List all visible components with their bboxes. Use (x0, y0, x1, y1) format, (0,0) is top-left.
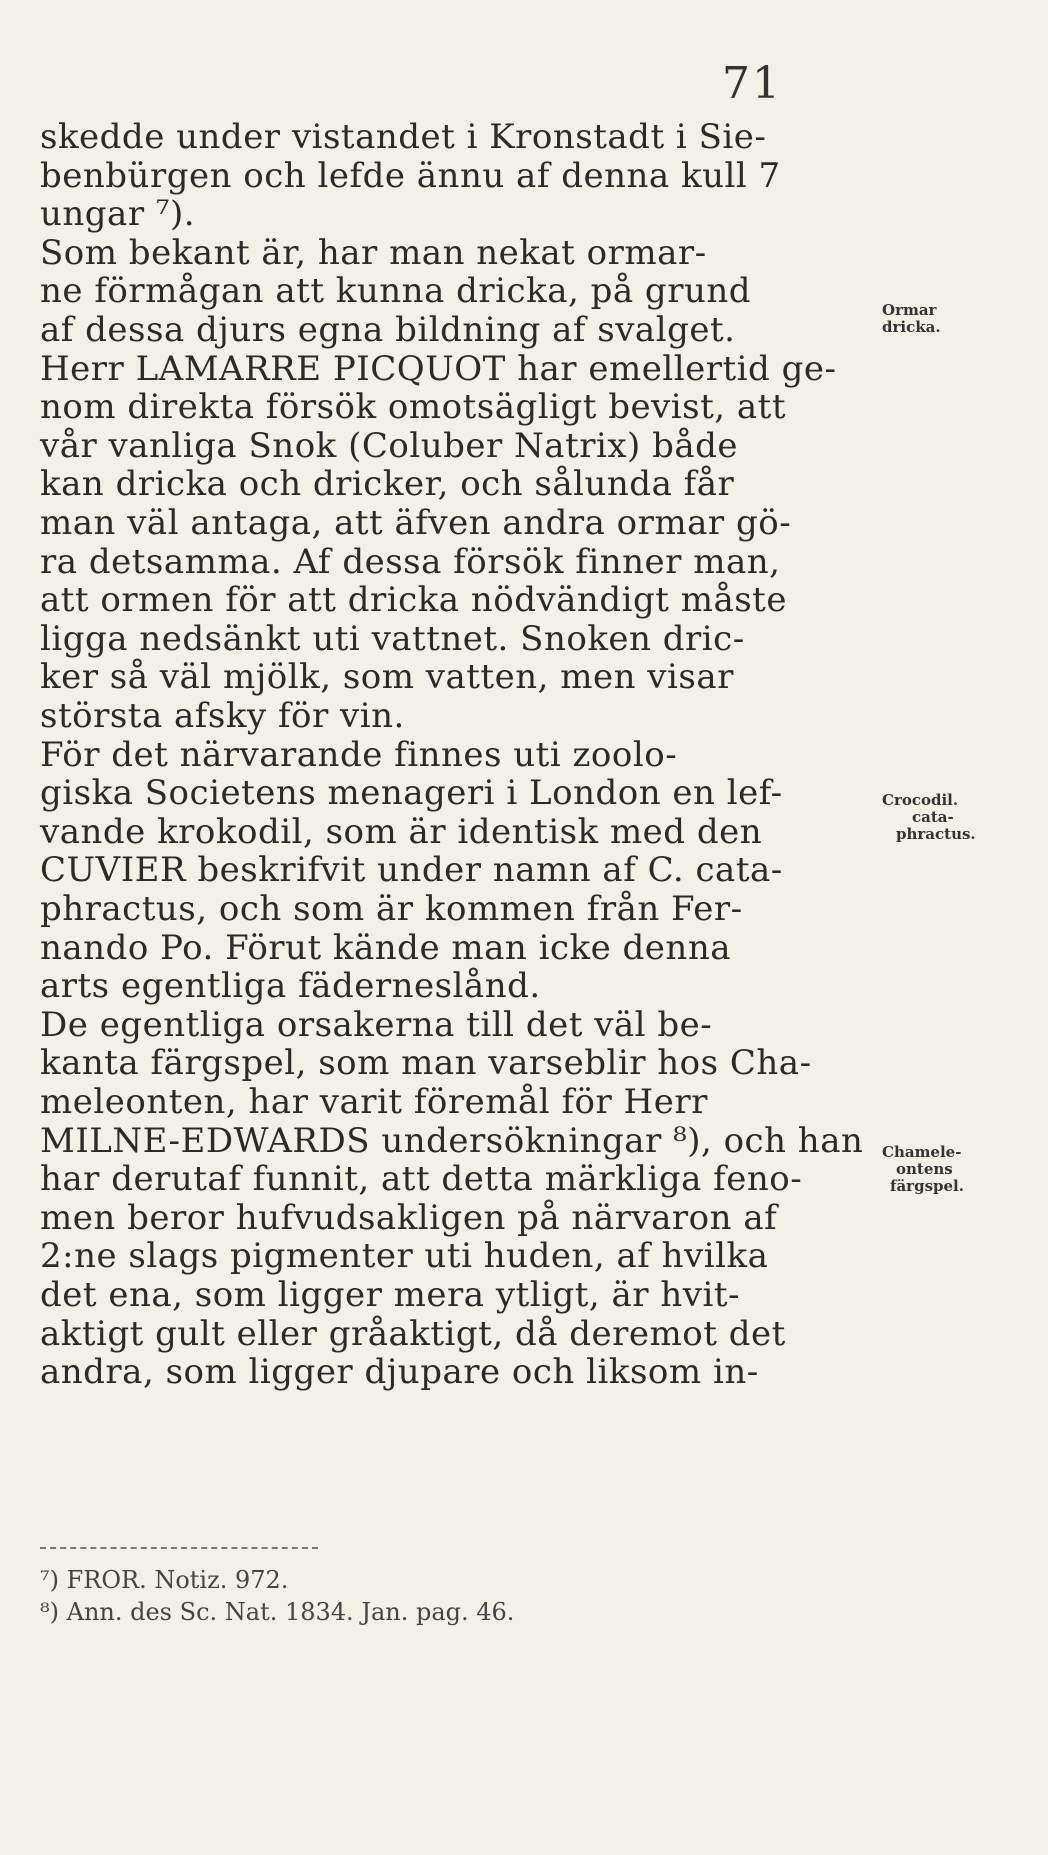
text-line: Herr LAMARRE PICQUOT har emellertid ge- (40, 348, 837, 389)
text-line: ungar ⁷). (40, 194, 196, 235)
text-line: man väl antaga, att äfven andra ormar gö- (40, 503, 792, 543)
text-line: ra detsamma. Af dessa försök finner man, (40, 541, 781, 582)
footnote-7: ⁷) FROR. Notiz. 972. (40, 1566, 289, 1594)
text-line: af dessa djurs egna bildning af svalget. (40, 310, 736, 350)
text-line: Som bekant är, har man nekat ormar- (40, 232, 707, 273)
text-line: andra, som ligger djupare och liksom in- (40, 1352, 759, 1393)
text-line: att ormen för att dricka nödvändigt måste (40, 580, 787, 621)
text-line: vår vanliga Snok (Coluber Natrix) både (40, 425, 739, 466)
margin-note-crocodil: Crocodil. cata- phractus. (882, 791, 976, 843)
margin-note-ormar: Ormar dricka. (882, 301, 941, 336)
text-line: nom direkta försök omotsägligt bevist, att (40, 387, 787, 428)
text-line: skedde under vistandet i Kronstadt i Sie- (40, 117, 767, 157)
text-line: största afsky för vin. (40, 696, 405, 736)
text-line: giska Societens menageri i London en lef- (40, 773, 783, 814)
text-line: ker så väl mjölk, som vatten, men visar (40, 657, 734, 698)
text-line: ne förmågan att kunna dricka, på grund (40, 271, 752, 312)
text-line: arts egentliga fäderneslånd. (40, 966, 541, 1007)
text-line: De egentliga orsakerna till det väl be- (40, 1004, 713, 1045)
text-line: men beror hufvudsakligen på närvaron af (40, 1197, 778, 1238)
text-line: 2:ne slags pigmenter uti huden, af hvilka (40, 1236, 769, 1277)
page-number: 71 (722, 58, 782, 109)
text-line: har derutaf funnit, att detta märkliga feno- (40, 1159, 803, 1200)
text-line: phractus, och som är kommen från Fer- (40, 889, 743, 929)
text-line: benbürgen och lefde ännu af denna kull 7 (40, 155, 781, 196)
text-line: meleonten, har varit föremål för Herr (40, 1082, 708, 1122)
text-line: aktigt gult eller gråaktigt, då deremot det (40, 1313, 786, 1354)
text-line: vande krokodil, som är identisk med den (40, 811, 763, 852)
text-line: kanta färgspel, som man varseblir hos Cha- (40, 1043, 812, 1084)
footnote-divider (40, 1547, 318, 1550)
text-line: kan dricka och dricker, och sålunda får (40, 464, 735, 505)
text-line: det ena, som ligger mera ytligt, är hvit- (40, 1275, 741, 1315)
footnote-8: ⁸) Ann. des Sc. Nat. 1834. Jan. pag. 46. (40, 1598, 515, 1626)
text-line: CUVIER beskrifvit under namn af C. cata- (40, 850, 783, 891)
margin-note-chameleonten: Chamele- ontens färgspel. (882, 1143, 964, 1195)
text-line: nando Po. Förut kände man icke denna (40, 927, 731, 968)
text-line: För det närvarande finnes uti zoolo- (40, 734, 678, 775)
text-line: ligga nedsänkt uti vattnet. Snoken dric- (40, 618, 745, 659)
text-line: MILNE-EDWARDS undersökningar ⁸), och han (40, 1120, 864, 1161)
